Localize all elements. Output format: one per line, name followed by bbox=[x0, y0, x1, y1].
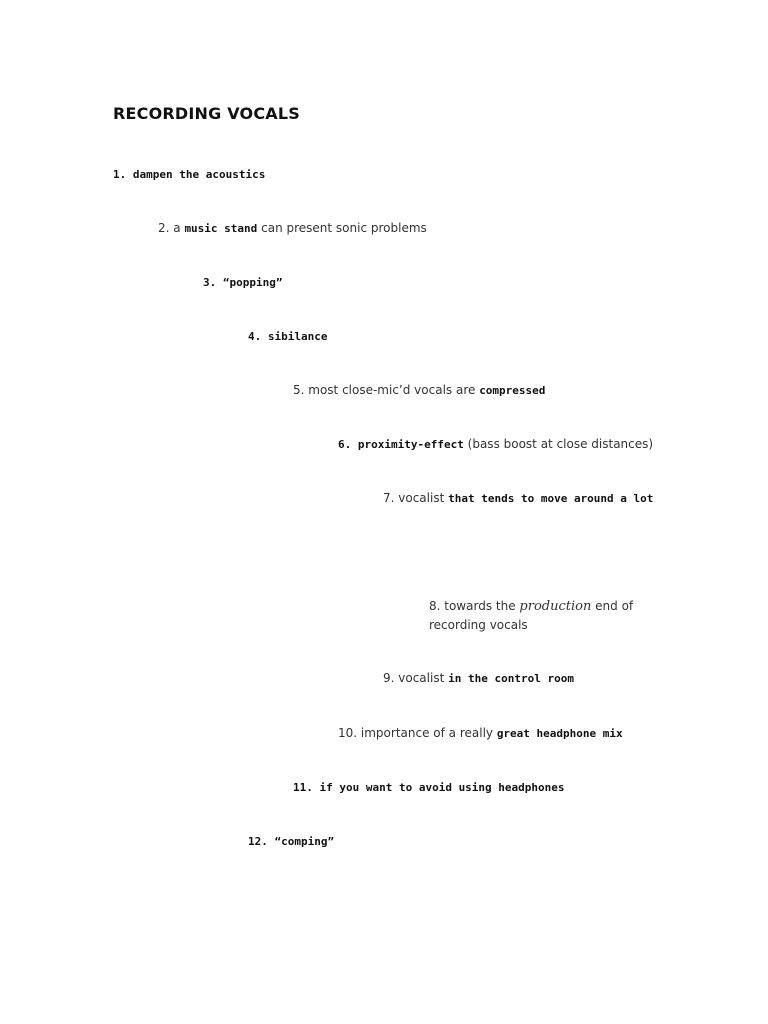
item-10-text-bold: great headphone mix bbox=[496, 727, 623, 740]
list-item-7 bbox=[383, 489, 653, 508]
item-12-text: 12. “comping” bbox=[248, 835, 335, 848]
item-5-text-start: 5. most close-mic’d vocals are bbox=[293, 383, 480, 397]
item-7-text-start: 7. vocalist bbox=[383, 491, 449, 505]
list-item-12 bbox=[248, 832, 334, 851]
list-item-9 bbox=[383, 669, 574, 688]
item-7-text-bold: that tends to move around a lot bbox=[448, 492, 654, 505]
item-2-text-start: 2. a bbox=[158, 221, 185, 235]
list-item-6 bbox=[338, 435, 653, 454]
document-title: RECORDING VOCALS bbox=[113, 104, 300, 123]
item-5-text-bold: compressed bbox=[479, 384, 546, 397]
list-item-3 bbox=[203, 273, 282, 292]
item-8-text-end: end of bbox=[591, 599, 634, 613]
item-9-text-start: 9. vocalist bbox=[383, 671, 449, 685]
item-8-text-line2: recording vocals bbox=[429, 618, 528, 632]
item-2-text-bold: music stand bbox=[184, 222, 258, 235]
item-2-text-end: can present sonic problems bbox=[257, 221, 427, 235]
item-8-text-italic: production bbox=[519, 599, 592, 614]
list-item-8 bbox=[429, 597, 633, 634]
item-10-text-start: 10. importance of a really bbox=[338, 726, 497, 740]
list-item-4 bbox=[248, 327, 327, 346]
item-11-text: 11. if you want to avoid using headphones bbox=[293, 781, 565, 794]
item-3-text: 3. “popping” bbox=[203, 276, 283, 289]
item-8-text-start: 8. towards the bbox=[429, 599, 520, 613]
item-4-text: 4. sibilance bbox=[248, 330, 328, 343]
item-6-text-end: (bass boost at close distances) bbox=[463, 437, 654, 451]
list-item-10 bbox=[338, 724, 623, 743]
item-6-text-bold: 6. proximity-effect bbox=[338, 438, 464, 451]
list-item-2 bbox=[158, 219, 427, 238]
list-item-1 bbox=[113, 165, 265, 184]
item-1-text: 1. dampen the acoustics bbox=[113, 168, 266, 181]
list-item-11 bbox=[293, 778, 565, 797]
list-item-5 bbox=[293, 381, 545, 400]
item-9-text-bold: in the control room bbox=[448, 672, 574, 685]
